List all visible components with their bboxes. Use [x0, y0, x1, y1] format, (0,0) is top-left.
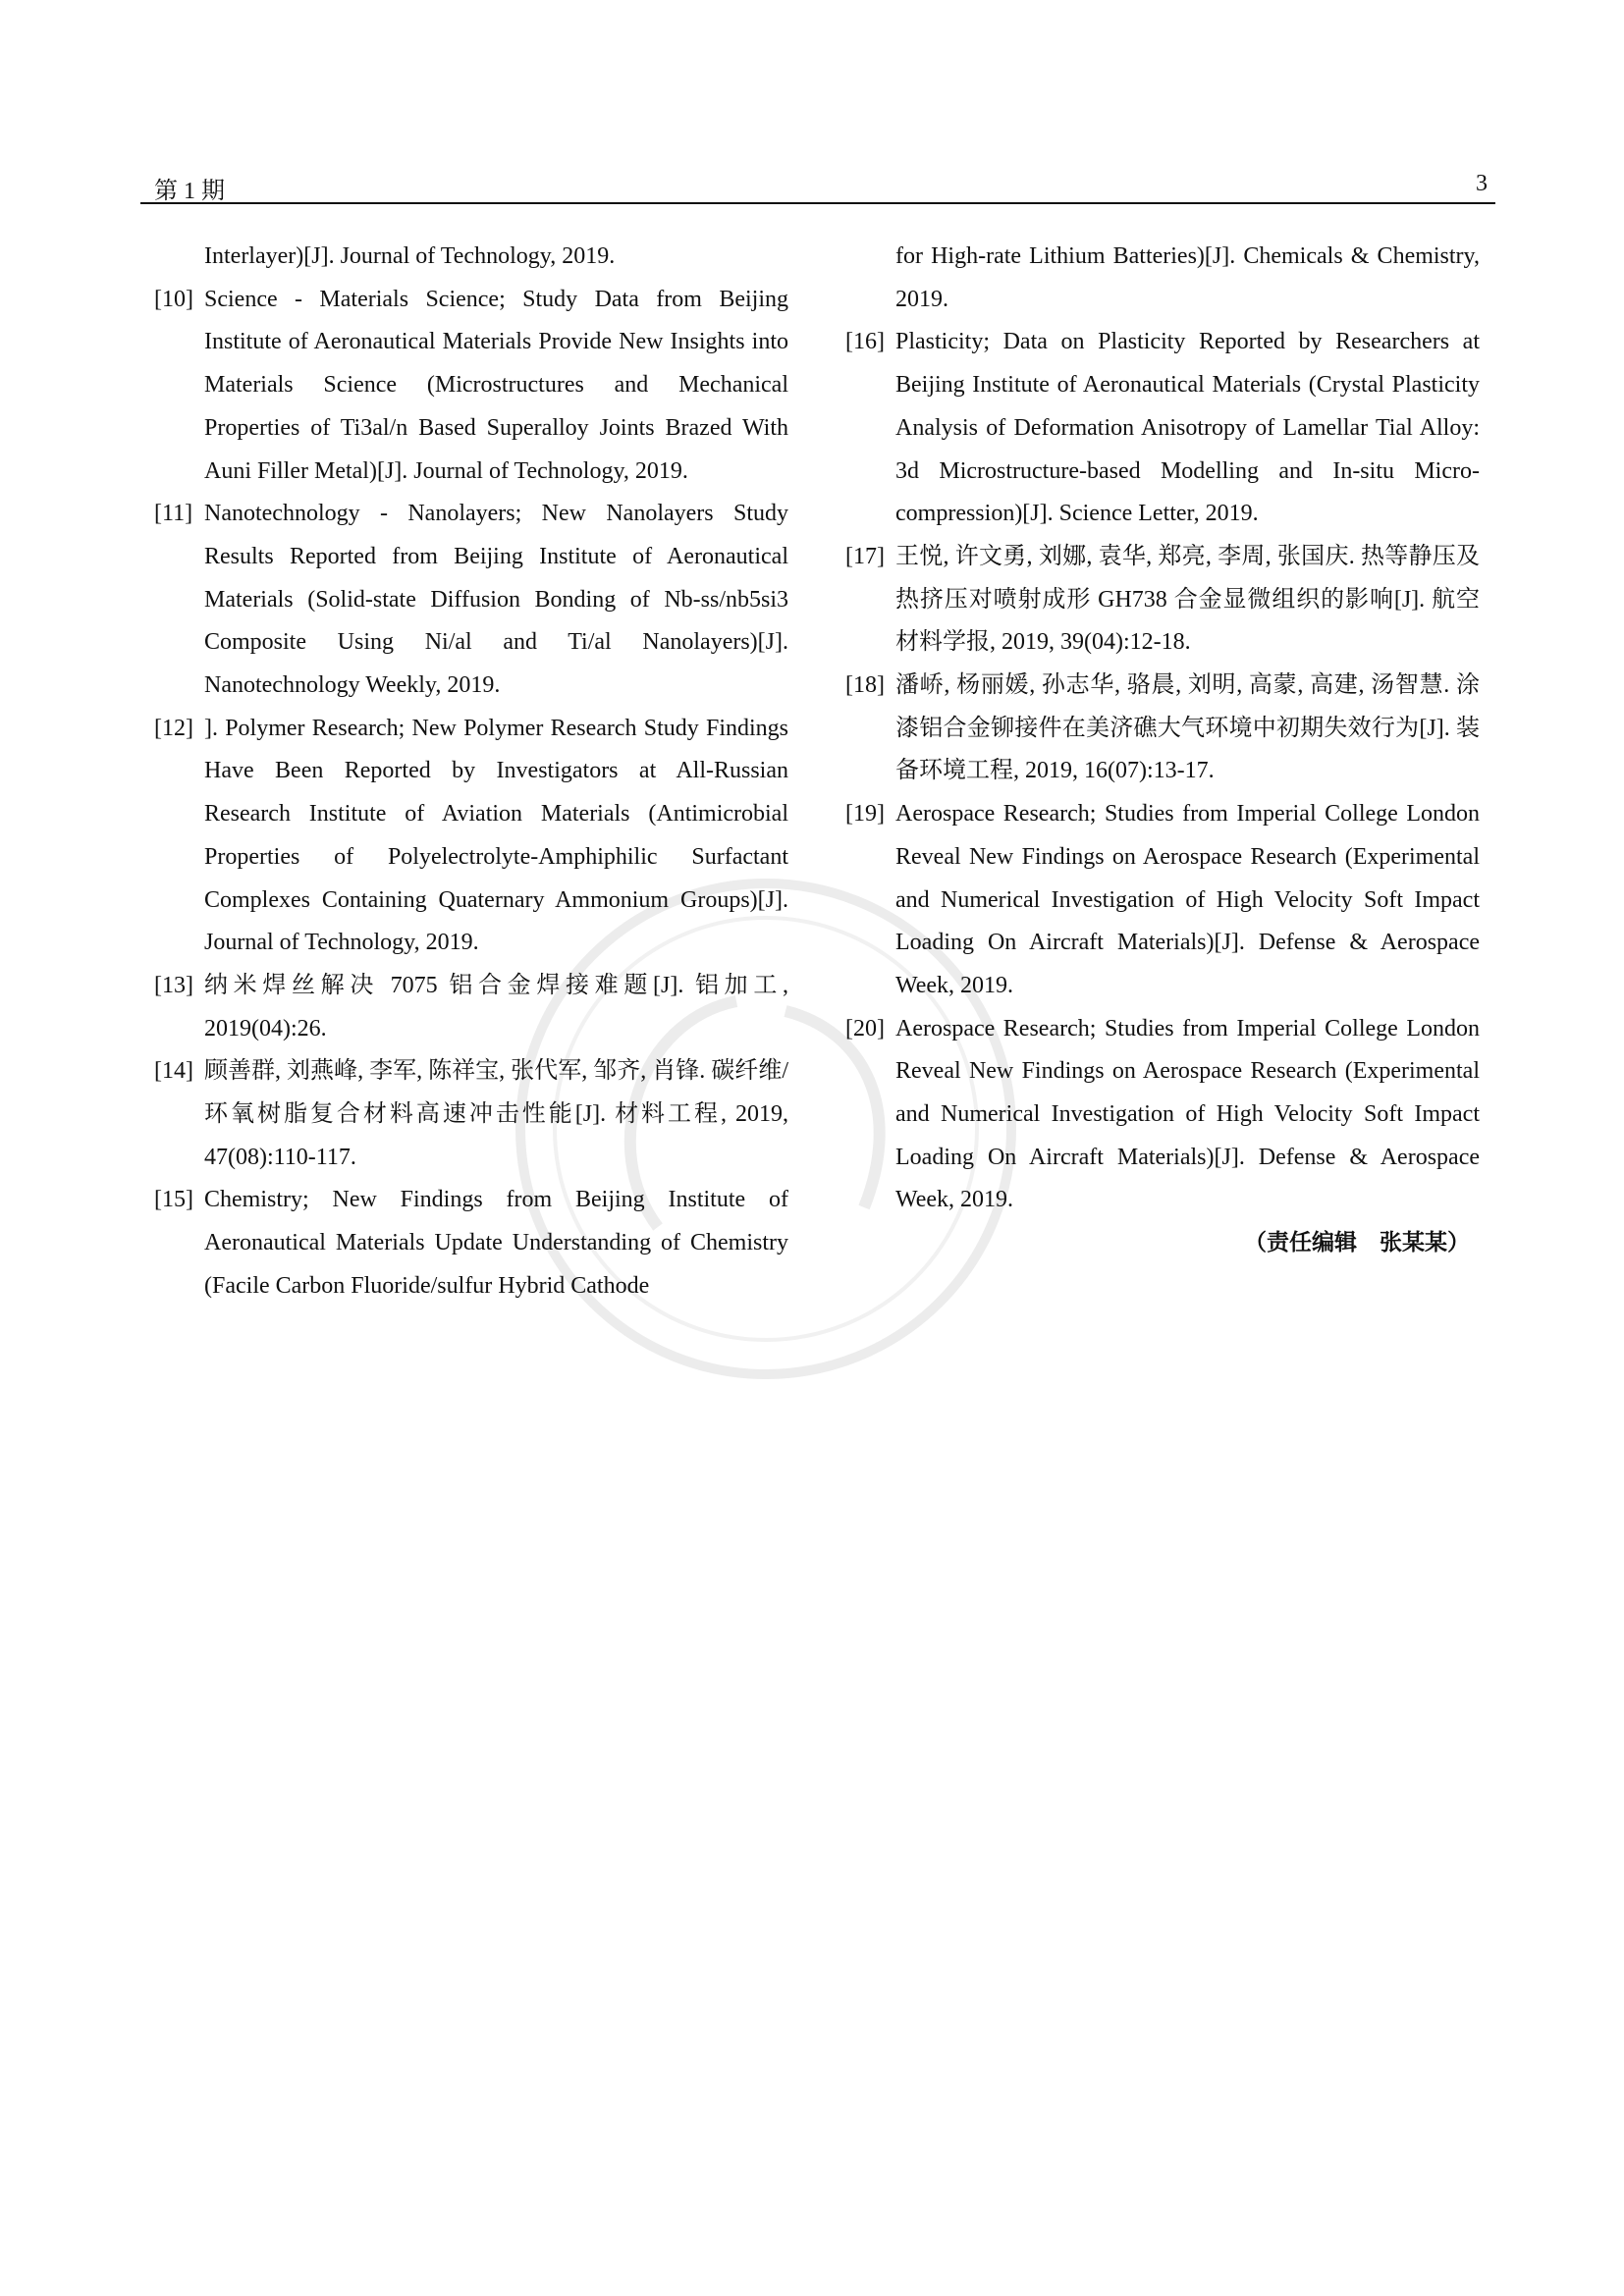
- reference-text: 王悦, 许文勇, 刘娜, 袁华, 郑亮, 李周, 张国庆. 热等静压及热挤压对喷射成形 GH738 合金显微组织的影响[J]. 航空材料学报, 2019, 39(04):12-18.: [895, 543, 1480, 656]
- reference-text: Aerospace Research; Studies from Imperial College London Reveal New Findings on Aerospace Research (Experimental and Numerical Investigation of High Velocity Soft Impact Loading On Aircraft Materials)[J]. Defense & Aerospace Week, 2019.: [895, 1015, 1480, 1213]
- reference-text: Plasticity; Data on Plasticity Reported by Researchers at Beijing Institute of Aeronautical Materials (Crystal Plasticity Analysis of Deformation Anisotropy of Lamellar Tial Alloy: 3d Microstructure-based Modelling and In-situ Micro-compression)[J]. Science Letter, 2019.: [895, 329, 1480, 527]
- continued-reference: [154, 236, 788, 279]
- reference-item: [154, 279, 788, 494]
- reference-number: [19]: [845, 801, 885, 828]
- reference-number: [10]: [154, 286, 193, 312]
- reference-text: 潘峤, 杨丽媛, 孙志华, 骆晨, 刘明, 高蒙, 高建, 汤智慧. 涂漆铝合金铆接件在美济礁大气环境中初期失效行为[J]. 装备环境工程, 2019, 16(07):13-17.: [895, 672, 1480, 784]
- reference-item: [845, 321, 1480, 536]
- reference-item: [845, 665, 1480, 793]
- reference-item: [845, 1008, 1480, 1223]
- reference-number: [20]: [845, 1015, 885, 1041]
- reference-item: [154, 1179, 788, 1308]
- reference-item: [154, 493, 788, 708]
- left-column: [154, 236, 788, 1308]
- reference-text: Chemistry; New Findings from Beijing Institute of Aeronautical Materials Update Understanding of Chemistry (Facile Carbon Fluoride/sulfur Hybrid Cathode: [204, 1187, 788, 1299]
- reference-item: [845, 536, 1480, 665]
- header-rule: [140, 202, 1495, 204]
- reference-text: 纳米焊丝解决 7075 铝合金焊接难题[J]. 铝加工, 2019(04):26.: [204, 972, 788, 1041]
- reference-number: [16]: [845, 329, 885, 355]
- reference-number: [13]: [154, 972, 193, 998]
- reference-item: [154, 708, 788, 965]
- reference-number: [12]: [154, 715, 193, 741]
- running-head: [154, 169, 1488, 202]
- issue-label: 第 1 期: [154, 179, 225, 204]
- reference-text: for High-rate Lithium Batteries)[J]. Chemicals & Chemistry, 2019.: [895, 243, 1480, 312]
- reference-item: [154, 965, 788, 1050]
- reference-text: 顾善群, 刘燕峰, 李军, 陈祥宝, 张代军, 邹齐, 肖锋. 碳纤维/环氧树脂复合材料高速冲击性能[J]. 材料工程, 2019, 47(08):110-117.: [204, 1058, 788, 1170]
- editor-note: （责任编辑 张某某）: [1244, 1230, 1470, 1256]
- reference-item: [154, 1050, 788, 1179]
- reference-text: Aerospace Research; Studies from Imperial College London Reveal New Findings on Aerospace Research (Experimental and Numerical Investigation of High Velocity Soft Impact Loading On Aircraft Materials)[J]. Defense & Aerospace Week, 2019.: [895, 801, 1480, 998]
- reference-item: [845, 793, 1480, 1008]
- reference-text: Interlayer)[J]. Journal of Technology, 2019.: [204, 243, 616, 269]
- reference-number: [15]: [154, 1187, 193, 1213]
- reference-text: Nanotechnology - Nanolayers; New Nanolayers Study Results Reported from Beijing Institute of Aeronautical Materials (Solid-state Diffusion Bonding of Nb-ss/nb5si3 Composite Using Ni/al and Ti/al Nanolayers)[J]. Nanotechnology Weekly, 2019.: [204, 501, 788, 699]
- reference-number: [11]: [154, 501, 193, 527]
- reference-number: [17]: [845, 543, 885, 569]
- reference-number: [14]: [154, 1058, 193, 1085]
- page-number: 3: [1476, 171, 1488, 196]
- right-column: [845, 236, 1480, 1265]
- reference-text: ]. Polymer Research; New Polymer Research Study Findings Have Been Reported by Investigators at All-Russian Research Institute of Aviation Materials (Antimicrobial Properties of Polyelectrolyte-Amphiphilic Surfactant Complexes Containing Quaternary Ammonium Groups)[J]. Journal of Technology, 2019.: [204, 715, 788, 956]
- reference-text: Science - Materials Science; Study Data from Beijing Institute of Aeronautical Materials Provide New Insights into Materials Science (Microstructures and Mechanical Properties of Ti3al/n Based Superalloy Joints Brazed With Auni Filler Metal)[J]. Journal of Technology, 2019.: [204, 286, 788, 484]
- reference-number: [18]: [845, 672, 885, 699]
- continued-reference: [845, 236, 1480, 321]
